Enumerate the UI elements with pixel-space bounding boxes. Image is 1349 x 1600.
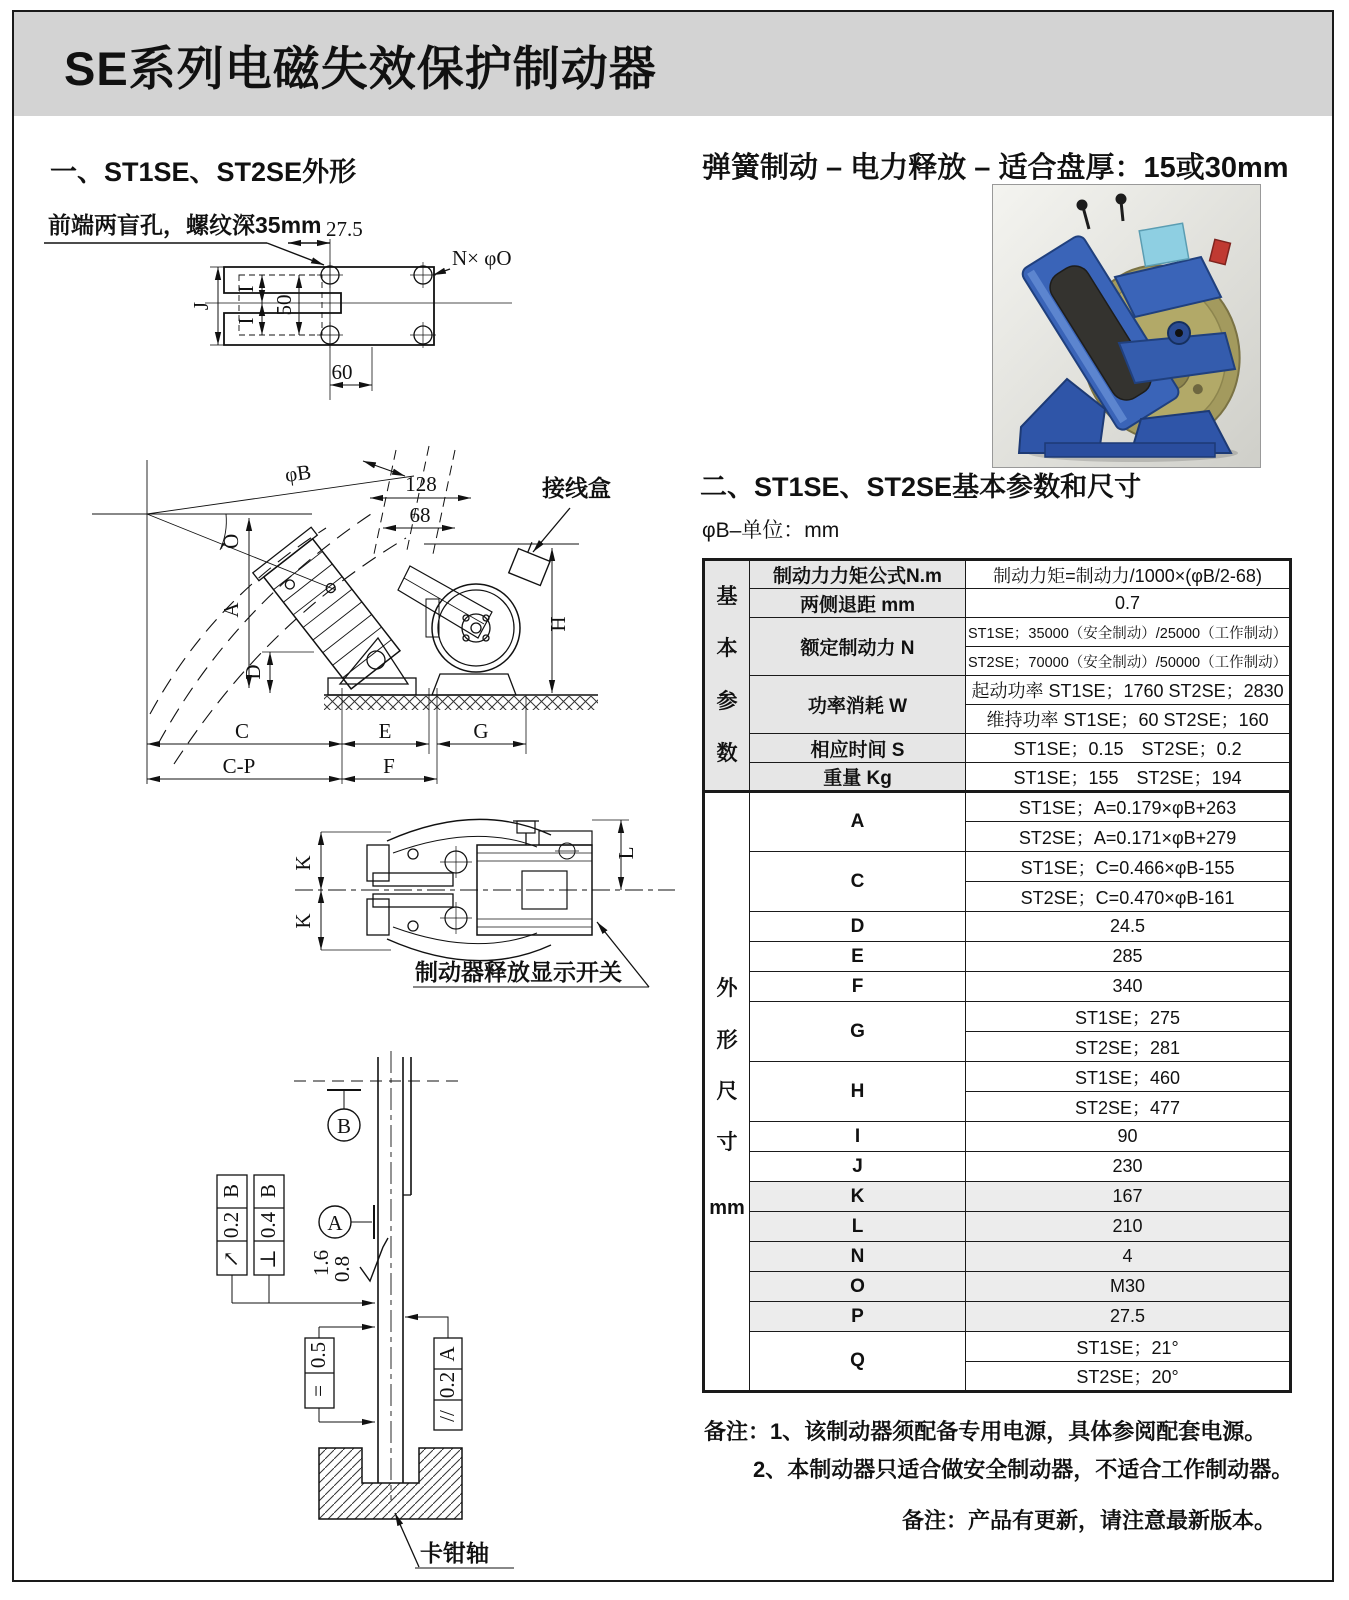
dim-value: ST2SE；A=0.171×φB+279: [966, 822, 1291, 852]
surface-roughness-0-8: 0.8: [330, 1255, 354, 1283]
holes-spec-label: N× φO: [452, 246, 512, 270]
dim-value: 230: [966, 1152, 1291, 1182]
dim-value: 90: [966, 1122, 1291, 1152]
drawing-top-view: [177, 785, 697, 1020]
blind-hole-callout: 前端两盲孔，螺纹深35mm: [48, 212, 322, 238]
table-row: [704, 852, 1291, 882]
dim-label: H: [750, 1062, 966, 1122]
param-value: ST1SE；155 ST2SE；194: [966, 763, 1291, 792]
disc-foot: [432, 674, 516, 695]
dim-i-lower: I: [234, 317, 258, 325]
table-row: [704, 618, 1291, 647]
param-label: 相应时间 S: [750, 734, 966, 763]
junction-box-callout: 接线盒: [542, 475, 611, 501]
dim-value: ST2SE；281: [966, 1032, 1291, 1062]
dim-value: 4: [966, 1242, 1291, 1272]
param-value: ST1SE；0.15 ST2SE；0.2: [966, 734, 1291, 763]
dim-label: L: [750, 1212, 966, 1242]
dim-label: C: [750, 852, 966, 912]
dim-value: ST1SE；275: [966, 1002, 1291, 1032]
group-unit: mm: [709, 1196, 745, 1219]
param-value: 0.7: [966, 589, 1291, 618]
param-value: 维持功率 ST1SE；60 ST2SE；160: [966, 705, 1291, 734]
dim-68: 68: [409, 503, 431, 527]
param-label: 两侧退距 mm: [750, 589, 966, 618]
dim-27-5: 27.5: [326, 217, 363, 241]
param-label: 功率消耗 W: [750, 676, 966, 734]
dim-d: D: [241, 664, 265, 680]
hole-crosshairs: [317, 262, 436, 348]
base-block-hatched: [319, 1448, 462, 1519]
drawing-mounting-plate: [42, 195, 642, 440]
dim-k-lower: K: [291, 913, 315, 929]
product-photo: [992, 184, 1261, 468]
dim-label: K: [750, 1182, 966, 1212]
perpendicularity-icon: ⊥: [256, 1249, 280, 1269]
table-row: [704, 972, 1291, 1002]
dim-c-minus-p: C-P: [222, 754, 256, 778]
tol4-datum: A: [435, 1346, 459, 1362]
dim-e: E: [378, 719, 392, 743]
param-label: 额定制动力 N: [750, 618, 966, 676]
unit-note: φB–单位：mm: [702, 519, 840, 542]
pivot-bracket: [340, 638, 408, 684]
dim-label: N: [750, 1242, 966, 1272]
drawing-side-view: [74, 432, 674, 804]
dim-label: F: [750, 972, 966, 1002]
dim-value: M30: [966, 1272, 1291, 1302]
param-value: 起动功率 ST1SE；1760 ST2SE；2830: [966, 676, 1291, 705]
surface-roughness-1-6: 1.6: [309, 1249, 333, 1277]
swung-disc-edges: [374, 446, 455, 554]
table-row: [704, 1002, 1291, 1032]
table-row: [704, 734, 1291, 763]
tol2-value: 0.4: [256, 1211, 280, 1239]
bracket-foot: [328, 678, 416, 695]
table-row: [704, 1302, 1291, 1332]
base-bar: [1045, 443, 1215, 457]
datum-b-label: B: [336, 1114, 352, 1138]
dim-label: Q: [750, 1332, 966, 1392]
dim-value: ST2SE；20°: [966, 1362, 1291, 1392]
param-label: 制动力力矩公式N.m: [750, 560, 966, 589]
table-row: [704, 1152, 1291, 1182]
table-row: [704, 676, 1291, 705]
page-title: SE系列电磁失效保护制动器: [64, 42, 657, 95]
table-row: [704, 560, 1291, 589]
param-value: ST1SE；35000（安全制动）/25000（工作制动）: [966, 618, 1291, 647]
dim-g: G: [473, 719, 489, 743]
group-basic-params: 基本参数: [704, 560, 750, 792]
dim-a: A: [219, 602, 243, 618]
dim-j: J: [189, 301, 213, 311]
table-row: [704, 1122, 1291, 1152]
table-row: [704, 589, 1291, 618]
cyan-block: [1139, 223, 1189, 266]
param-value: 制动力矩=制动力/1000×(φB/2-68): [966, 560, 1291, 589]
spec-table: [702, 558, 1292, 1393]
dim-label: E: [750, 942, 966, 972]
dim-value: ST1SE；C=0.466×φB-155: [966, 852, 1291, 882]
table-row: [704, 1242, 1291, 1272]
table-row: [704, 1182, 1291, 1212]
remark-line-1: 备注：1、该制动器须配备专用电源，具体参阅配套电源。: [704, 1419, 1267, 1444]
dim-128: 128: [405, 472, 437, 496]
dim-label: G: [750, 1002, 966, 1062]
dim-60: 60: [331, 360, 353, 384]
table-row: [704, 763, 1291, 792]
bolt-holes: [321, 266, 432, 344]
param-value: ST2SE；70000（安全制动）/50000（工作制动）: [966, 647, 1291, 676]
product-photo-illustration: [993, 185, 1260, 467]
dim-f: F: [383, 754, 395, 778]
dim-value: 285: [966, 942, 1291, 972]
tol1-value: 0.2: [219, 1211, 243, 1239]
footer-note: 备注：产品有更新，请注意最新版本。: [901, 1508, 1276, 1533]
dim-value: ST1SE；A=0.179×φB+263: [966, 792, 1291, 822]
symmetry-icon: =: [306, 1385, 330, 1397]
title-bar: [14, 12, 1332, 116]
dim-value: ST2SE；477: [966, 1092, 1291, 1122]
dim-value: ST1SE；460: [966, 1062, 1291, 1092]
tol1-datum: B: [219, 1183, 243, 1199]
dim-phi-b: φB: [283, 459, 313, 487]
tol3-value: 0.5: [306, 1341, 330, 1369]
dim-value: 24.5: [966, 912, 1291, 942]
plate-linework: [44, 239, 512, 400]
side-view-linework: [92, 446, 598, 784]
dim-label: J: [750, 1152, 966, 1182]
datum-a-label: A: [327, 1211, 343, 1235]
table-row: [704, 942, 1291, 972]
release-switch-callout: 制动器释放显示开关: [415, 959, 622, 985]
junction-box: [509, 538, 554, 585]
dim-l: L: [614, 846, 638, 860]
dim-label: P: [750, 1302, 966, 1332]
group-outline-dims: 外形尺寸 mm: [704, 792, 750, 1392]
magnet-assembly: [253, 527, 405, 692]
dim-value: 340: [966, 972, 1291, 1002]
table-row: [704, 1212, 1291, 1242]
dim-50: 50: [272, 294, 296, 316]
dim-k-upper: K: [291, 855, 315, 871]
dim-label: O: [750, 1272, 966, 1302]
section1-heading: 一、ST1SE、ST2SE外形: [50, 157, 357, 187]
dim-q: Q: [219, 533, 244, 550]
dim-value: ST2SE；C=0.470×φB-161: [966, 882, 1291, 912]
dim-value: 27.5: [966, 1302, 1291, 1332]
parallelism-icon: //: [435, 1410, 459, 1422]
dim-label: A: [750, 792, 966, 852]
table-row: [704, 792, 1291, 822]
dim-value: ST1SE；21°: [966, 1332, 1291, 1362]
caliper-shaft-callout: 卡钳轴: [420, 1540, 489, 1566]
page-frame: [12, 10, 1334, 1582]
dim-h: H: [546, 616, 570, 632]
table-row: [704, 1272, 1291, 1302]
dim-value: 167: [966, 1182, 1291, 1212]
table-row: [704, 1062, 1291, 1092]
ground-hatch: [324, 696, 598, 710]
param-label: 重量 Kg: [750, 763, 966, 792]
dim-value: 210: [966, 1212, 1291, 1242]
tol4-value: 0.2: [435, 1371, 459, 1399]
product-headline: 弹簧制动 – 电力释放 – 适合盘厚：15或30mm: [702, 152, 1289, 184]
remark-line-2: 2、本制动器只适合做安全制动器，不适合工作制动器。: [753, 1457, 1294, 1482]
shaft-linework: [217, 1051, 514, 1568]
runout-icon: ↗: [219, 1250, 243, 1268]
section2-heading: 二、ST1SE、ST2SE基本参数和尺寸: [700, 472, 1142, 502]
tol2-datum: B: [256, 1183, 280, 1199]
table-row: [704, 1332, 1291, 1362]
dim-label: I: [750, 1122, 966, 1152]
dim-i-upper: I: [234, 285, 258, 293]
drawing-caliper-shaft: [172, 1045, 612, 1580]
disc: [432, 584, 520, 672]
dim-c: C: [234, 719, 250, 743]
dim-label: D: [750, 912, 966, 942]
table-row: [704, 912, 1291, 942]
surface-finish-symbol: [360, 1238, 388, 1281]
